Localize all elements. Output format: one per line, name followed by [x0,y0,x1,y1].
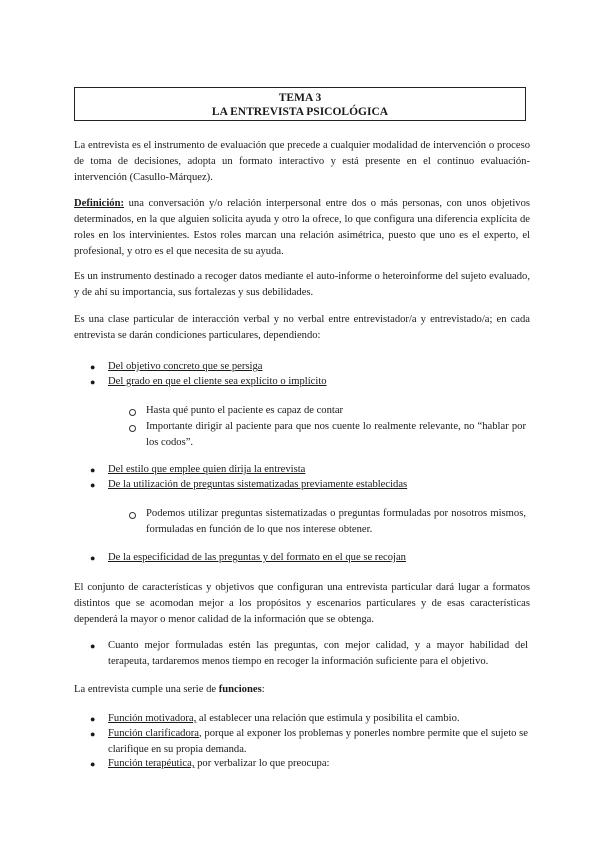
class-paragraph: Es una clase particular de interacción verbal y no verbal entre entrevistador/a y entrevistado/a; en cada entrevista se darán condiciones particulares, dependiendo: [74,314,530,341]
funcion-terapeutica [108,756,528,772]
sub-bullet-dirigir: Importante dirigir al paciente para que nos cuente lo realmente relevante, no “hablar por los codos”. [146,421,526,448]
funciones-colon: : [261,684,265,695]
title-box [74,87,526,121]
funciones-intro-text: La entrevista cumple una serie de [74,684,219,695]
bullet-preguntas-sistematizadas: De la utilización de preguntas sistematizadas previamente establecidas [108,479,408,490]
funciones-intro [74,682,530,698]
funcion-motivadora [108,711,528,727]
bullet-objetivo: Del objetivo concreto que se persiga [108,361,263,372]
sub-bullet-contar: Hasta qué punto el paciente es capaz de contar [146,405,344,416]
circle-bullet [129,409,136,416]
bullet-estilo: Del estilo que emplee quien dirija la entrevista [108,464,306,475]
definition-paragraph [74,196,530,260]
bullet-dot: ● [90,465,96,475]
title-line-1: TEMA 3 [278,92,322,104]
funcion-motivadora-text: al establecer una relación que estimula y posibilita el cambio. [196,713,460,724]
instrument-paragraph: Es un instrumento destinado a recoger datos mediante el auto-informe o heteroinforme del sujeto evaluado, y de ahí su importancia, sus fortalezas y sus debilidades. [74,271,530,298]
funcion-clarificadora-text: , porque al exponer los problemas y ponerles nombre permite que el sujeto se clarifique en su propia demanda. [108,728,529,755]
bullet-dot: ● [90,641,96,651]
definition-label: Definición: [74,198,125,209]
bullet-dot: ● [90,729,96,739]
conjunto-paragraph: El conjunto de características y objetivos que configuran una entrevista particular dará lugar a formatos distintos que se acomodan mejor a los propósitos y escenarios particulares y de esas características dependerá la mayor o menor calidad de la información que se obtenga. [74,582,530,625]
circle-bullet [129,425,136,432]
circle-bullet [129,512,136,519]
funcion-motivadora-label: Función motivadora, [108,713,197,724]
bullet-dot: ● [90,759,96,769]
intro-paragraph: La entrevista es el instrumento de evaluación que precede a cualquier modalidad de intervención o proceso de toma de decisiones, adopta un formato interactivo y está presente en el continuo evaluación-intervención (Casullo-Márquez). [74,140,530,183]
bullet-dot: ● [90,714,96,724]
title-line-2: LA ENTREVISTA PSICOLÓGICA [211,106,389,118]
funciones-bold: funciones [218,684,262,695]
bullet-especificidad: De la especificidad de las preguntas y del formato en el que se recojan [108,552,406,563]
funcion-terapeutica-text: por verbalizar lo que preocupa: [194,758,330,769]
funcion-clarificadora [108,726,528,758]
funcion-clarificadora-label: Función clarificadora [108,728,199,739]
funcion-terapeutica-label: Función terapéutica, [108,758,195,769]
sub-bullet-podemos: Podemos utilizar preguntas sistematizadas o preguntas formuladas por nosotros mismos, formuladas en función de lo que nos interese obtener. [146,508,526,535]
bullet-dot: ● [90,553,96,563]
bullet-dot: ● [90,362,96,372]
bullet-grado: Del grado en que el cliente sea explícito o implícito [108,376,327,387]
bullet-dot: ● [90,377,96,387]
definition-text: una conversación y/o relación interpersonal entre dos o más personas, con unos objetivos determinados, en la que alguien solicita ayuda y otro la ofrece, lo que configura una diferencia explícita de roles en los intervinientes. Estos roles marcan una relación asimétrica, puesto que uno es el experto, el profesional, y otro es el que necesita de su ayuda. [74,198,530,257]
bullet-dot: ● [90,480,96,490]
bullet-cuanto: Cuanto mejor formuladas estén las preguntas, con mejor calidad, y a mayor habilidad del terapeuta, tardaremos menos tiempo en recoger la información suficiente para el objetivo. [108,640,528,667]
